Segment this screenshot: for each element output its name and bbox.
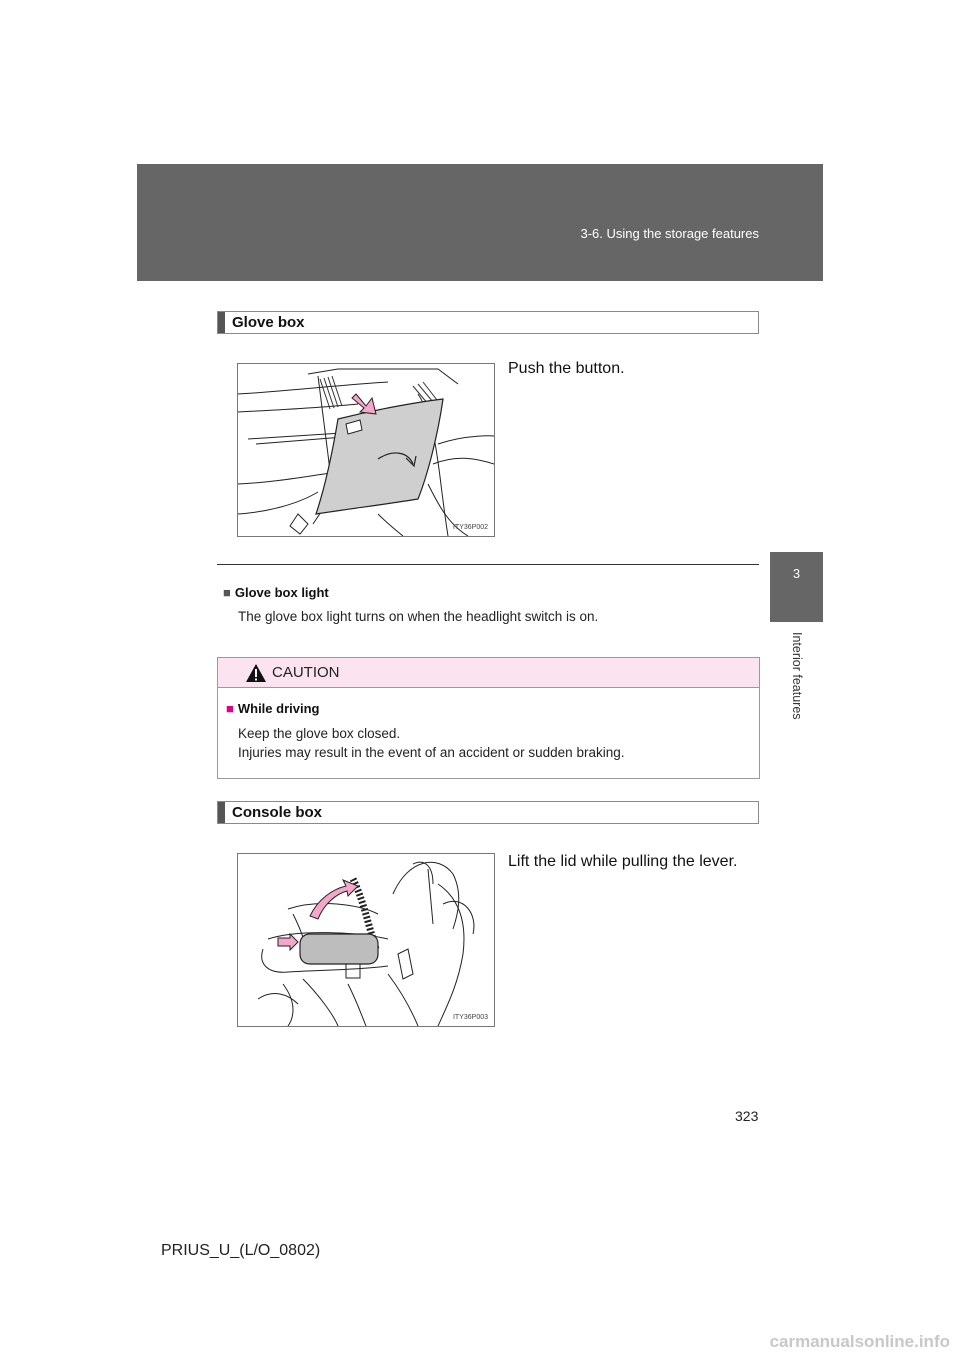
- console-box-instruction: Lift the lid while pulling the lever.: [508, 853, 738, 870]
- console-box-heading: [217, 801, 759, 824]
- glove-box-figure-code: ITY36P002: [452, 524, 488, 531]
- caution-bullet-icon: ■: [226, 701, 234, 716]
- glove-box-figure: [237, 363, 495, 537]
- bullet-square-icon: ■: [223, 585, 231, 600]
- heading-bar: [218, 802, 225, 823]
- caution-header: [218, 658, 759, 688]
- note-heading-text: Glove box light: [234, 585, 329, 600]
- note-heading: [223, 585, 329, 600]
- glove-box-heading: [217, 311, 759, 334]
- section-title: 3-6. Using the storage features: [580, 226, 759, 241]
- note-text: The glove box light turns on when the headlight switch is on.: [238, 609, 599, 624]
- section-divider: [217, 564, 759, 565]
- console-box-figure: [237, 853, 495, 1027]
- console-box-heading-text: Console box: [232, 804, 323, 821]
- caution-subheading: [226, 701, 319, 716]
- caution-title: CAUTION: [272, 664, 340, 681]
- chapter-label-text: Interior features: [790, 632, 804, 720]
- chapter-number: 3: [792, 566, 801, 581]
- chapter-label: [782, 632, 812, 742]
- caution-subheading-text: While driving: [237, 701, 320, 716]
- header-band: [137, 164, 823, 281]
- glove-box-heading-text: Glove box: [232, 314, 305, 331]
- caution-line-1: Keep the glove box closed.: [238, 726, 401, 741]
- warning-triangle-icon: [245, 663, 267, 683]
- page-number: 323: [735, 1108, 759, 1124]
- console-box-illustration: [238, 854, 494, 1026]
- watermark: carmanualsonline.info: [769, 1332, 950, 1351]
- heading-bar: [218, 312, 225, 333]
- caution-line-2: Injuries may result in the event of an accident or sudden braking.: [238, 745, 625, 760]
- chapter-tab: [770, 552, 823, 622]
- glove-box-illustration: [238, 364, 494, 536]
- console-box-figure-code: ITY36P003: [452, 1014, 488, 1021]
- footer-code: PRIUS_U_(L/O_0802): [161, 1242, 321, 1259]
- glove-box-instruction: Push the button.: [508, 360, 625, 377]
- caution-box: [217, 657, 760, 779]
